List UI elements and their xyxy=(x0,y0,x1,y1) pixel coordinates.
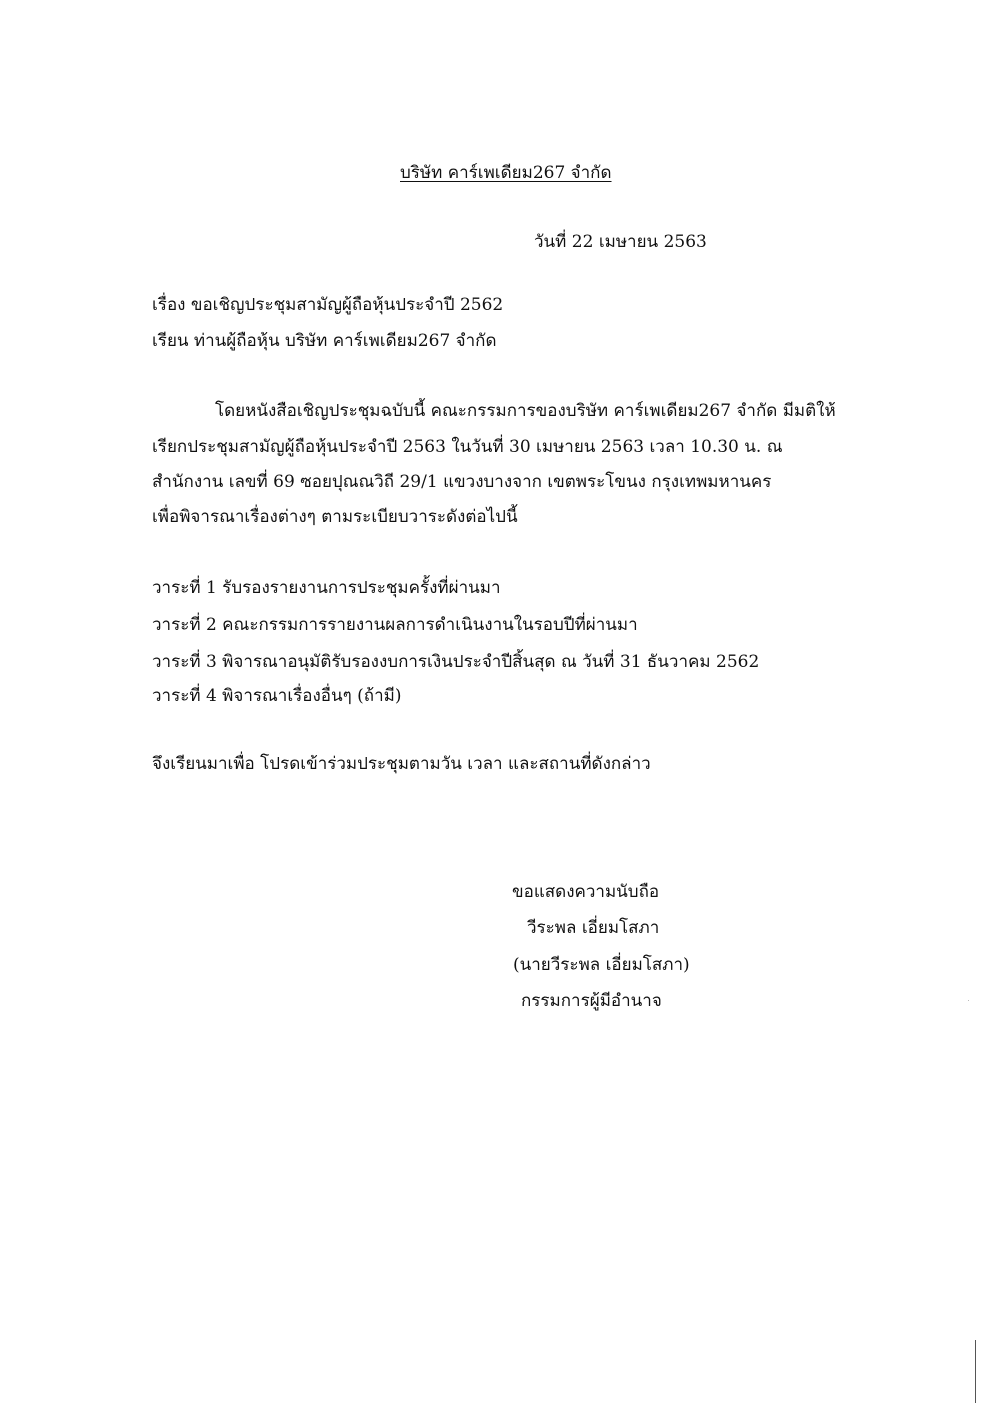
signed-name: วีระพล เอี่ยมโสภา xyxy=(527,918,660,938)
company-title: บริษัท คาร์เพเดียม267 จำกัด xyxy=(400,163,612,183)
agenda-item: วาระที่ 4 พิจารณาเรื่องอื่นๆ (ถ้ามี) xyxy=(152,686,402,706)
closing-line: จึงเรียนมาเพื่อ โปรดเข้าร่วมประชุมตามวัน เวลา และสถานที่ดังกล่าว xyxy=(152,754,651,774)
full-name: (นายวีระพล เอี่ยมโสภา) xyxy=(513,955,690,975)
body-line: เพื่อพิจารณาเรื่องต่างๆ ตามระเบียบวาระดังต่อไปนี้ xyxy=(152,507,518,527)
letter-recipient: เรียน ท่านผู้ถือหุ้น บริษัท คาร์เพเดียม267 จำกัด xyxy=(152,331,497,351)
signer-position: กรรมการผู้มีอำนาจ xyxy=(521,991,662,1011)
agenda-item: วาระที่ 3 พิจารณาอนุมัติรับรองงบการเงินประจำปีสิ้นสุด ณ วันที่ 31 ธันวาคม 2562 xyxy=(152,652,760,672)
regards-line: ขอแสดงความนับถือ xyxy=(512,882,660,902)
letter-date: วันที่ 22 เมษายน 2563 xyxy=(534,232,707,252)
body-line: สำนักงาน เลขที่ 69 ซอยปุณณวิถี 29/1 แขวงบางจาก เขตพระโขนง กรุงเทพมหานคร xyxy=(152,472,772,492)
agenda-item: วาระที่ 2 คณะกรรมการรายงานผลการดำเนินงานในรอบปีที่ผ่านมา xyxy=(152,615,638,635)
scan-speck xyxy=(968,1000,969,1001)
letter-subject: เรื่อง ขอเชิญประชุมสามัญผู้ถือหุ้นประจำปี 2562 xyxy=(152,295,504,315)
agenda-item: วาระที่ 1 รับรองรายงานการประชุมครั้งที่ผ่านมา xyxy=(152,578,501,598)
body-line: โดยหนังสือเชิญประชุมฉบับนี้ คณะกรรมการของบริษัท คาร์เพเดียม267 จำกัด มีมติให้ xyxy=(215,401,836,421)
scan-edge-line xyxy=(975,1340,976,1403)
body-line: เรียกประชุมสามัญผู้ถือหุ้นประจำปี 2563 ในวันที่ 30 เมษายน 2563 เวลา 10.30 น. ณ xyxy=(152,437,783,457)
